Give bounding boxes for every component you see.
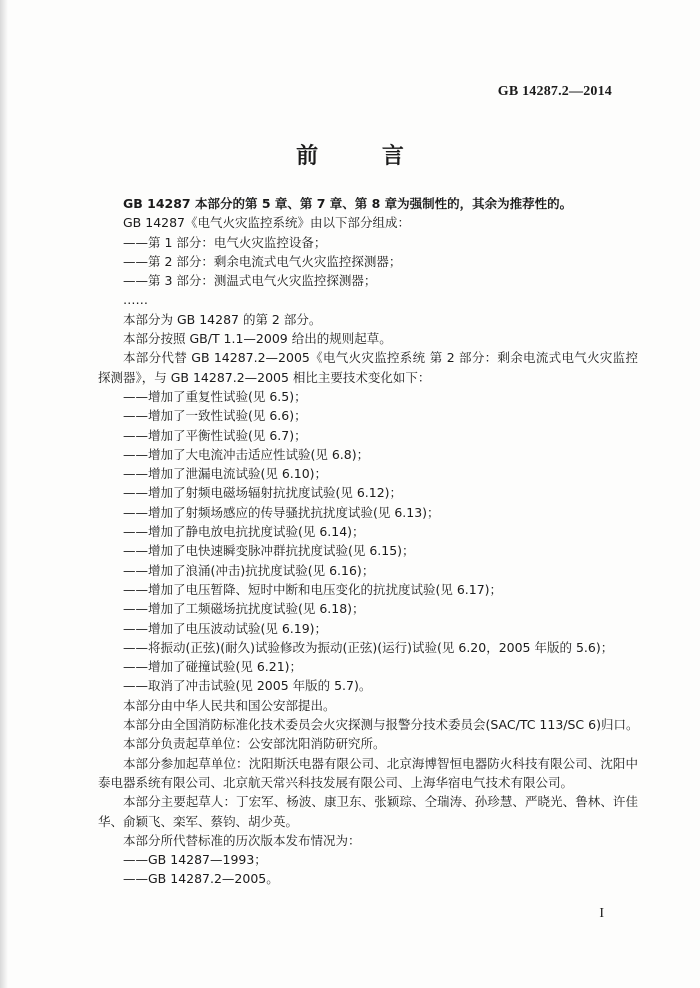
part-of-statement: 本部分为 GB 14287 的第 2 部分。 bbox=[123, 311, 322, 327]
list-item: ——第 2 部分：剩余电流式电气火灾监控探测器； bbox=[123, 253, 402, 269]
page-number: I bbox=[599, 906, 604, 921]
list-item: ——增加了大电流冲击适应性试验(见 6.8)； bbox=[123, 446, 370, 462]
standard-code: GB 14287.2—2014 bbox=[497, 84, 612, 99]
list-item: ——取消了冲击试验(见 2005 年版的 5.7)。 bbox=[123, 678, 372, 694]
list-item: ——将振动(正弦)(耐久)试验修改为振动(正弦)(运行)试验(见 6.20，2005 年版的 5.6)； bbox=[123, 639, 614, 655]
history-intro: 本部分所代替标准的历次版本发布情况为： bbox=[123, 832, 361, 848]
proposed-by: 本部分由中华人民共和国公安部提出。 bbox=[123, 697, 336, 713]
list-item: ——增加了静电放电抗扰度试验(见 6.14)； bbox=[123, 524, 365, 540]
responsible-unit: 本部分负责起草单位：公安部沈阳消防研究所。 bbox=[123, 736, 386, 752]
list-item: ——增加了射频场感应的传导骚扰抗扰度试验(见 6.13)； bbox=[123, 504, 440, 520]
list-item: ——增加了泄漏电流试验(见 6.10)； bbox=[123, 466, 328, 482]
list-item: ——增加了浪涌(冲击)抗扰度试验(见 6.16)； bbox=[123, 562, 375, 578]
list-item: ——第 3 部分：测温式电气火灾监控探测器； bbox=[123, 273, 377, 289]
drafting-rule: 本部分按照 GB/T 1.1—2009 给出的规则起草。 bbox=[123, 331, 392, 347]
list-item: ——GB 14287.2—2005。 bbox=[123, 871, 279, 887]
list-item: ——增加了电压波动试验(见 6.19)； bbox=[123, 620, 328, 636]
parts-intro: GB 14287《电气火灾监控系统》由以下部分组成： bbox=[123, 215, 411, 231]
list-item: ——增加了平衡性试验(见 6.7)； bbox=[123, 427, 307, 443]
list-item: ——GB 14287—1993； bbox=[123, 852, 267, 868]
mandatory-statement: GB 14287 本部分的第 5 章、第 7 章、第 8 章为强制性的，其余为推荐性的。 bbox=[123, 196, 573, 211]
list-item: …… bbox=[123, 292, 148, 308]
list-item: ——增加了射频电磁场辐射抗扰度试验(见 6.12)； bbox=[123, 485, 403, 501]
list-item: ——第 1 部分：电气火灾监控设备； bbox=[123, 234, 327, 250]
list-item: ——增加了工频磁场抗扰度试验(见 6.18)； bbox=[123, 601, 365, 617]
participating-units: 本部分参加起草单位：沈阳斯沃电器有限公司、北京海博智恒电器防火科技有限公司、沈阳中泰电器系统有限公司、北京航天常兴科技发展有限公司、上海华宿电气技术有限公司。 bbox=[98, 755, 638, 790]
list-item: ——增加了碰撞试验(见 6.21)； bbox=[123, 659, 303, 675]
centralized-by: 本部分由全国消防标准化技术委员会火灾探测与报警分技术委员会(SAC/TC 113/SC 6)归口。 bbox=[123, 717, 639, 733]
main-drafters: 本部分主要起草人：丁宏军、杨波、康卫东、张颖琮、仝瑞涛、孙珍慧、严晓光、鲁林、许佳华、俞颖飞、栾军、蔡钧、胡少英。 bbox=[98, 794, 638, 829]
replaces-statement: 本部分代替 GB 14287.2—2005《电气火灾监控系统 第 2 部分：剩余电流式电气火灾监控探测器》，与 GB 14287.2—2005 相比主要技术变化如下： bbox=[98, 350, 638, 385]
list-item: ——增加了电快速瞬变脉冲群抗扰度试验(见 6.15)； bbox=[123, 543, 415, 559]
list-item: ——增加了电压暂降、短时中断和电压变化的抗扰度试验(见 6.17)； bbox=[123, 581, 503, 597]
list-item: ——增加了一致性试验(见 6.6)； bbox=[123, 408, 307, 424]
foreword-body bbox=[98, 194, 638, 889]
list-item: ——增加了重复性试验(见 6.5)； bbox=[123, 388, 307, 404]
page-title: 前 言 bbox=[296, 144, 432, 169]
